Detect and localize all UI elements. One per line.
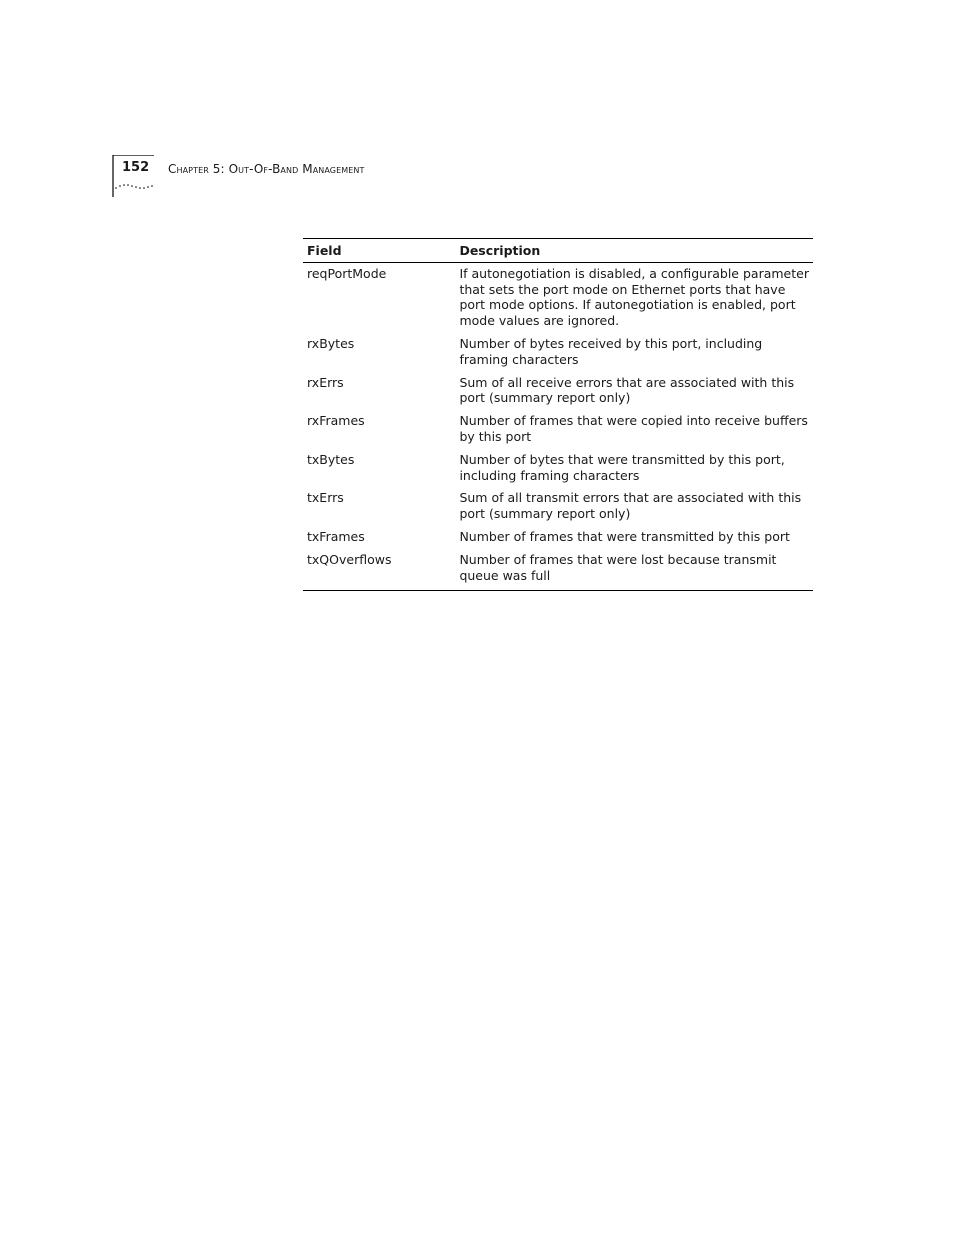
- field-description: Sum of all receive errors that are associated with this port (summary report only): [459, 374, 795, 406]
- field-description: Sum of all transmit errors that are associated with this port (summary report only): [459, 490, 802, 522]
- field-name: reqPortMode: [307, 265, 387, 281]
- field-description-table: [303, 238, 813, 591]
- field-description: If autonegotiation is disabled, a configurable parameter that sets the port mode on Ethernet ports that have port mode options. If autonegotiation is enabled, port mode values are ignored.: [459, 265, 809, 329]
- field-description: Number of frames that were lost because transmit queue was full: [459, 551, 777, 583]
- table-row: [303, 487, 813, 526]
- table-row: [303, 526, 813, 549]
- chapter-title: Chapter 5: Out-Of-Band Management: [168, 162, 365, 176]
- column-header-field: Field: [303, 239, 455, 263]
- field-name: txQOverflows: [307, 551, 392, 567]
- field-description: Number of bytes received by this port, including framing characters: [459, 335, 763, 367]
- table-row: [303, 333, 813, 372]
- field-name: txErrs: [307, 490, 344, 506]
- table-header: [303, 239, 813, 263]
- table-header-row: [303, 239, 813, 263]
- field-description: Number of frames that were transmitted by this port: [459, 528, 790, 544]
- table-row: [303, 549, 813, 591]
- table-body: [303, 262, 813, 591]
- field-name: txFrames: [307, 528, 365, 544]
- table-row: [303, 372, 813, 411]
- table-row: [303, 262, 813, 333]
- field-name: rxBytes: [307, 335, 355, 351]
- page-number: 152: [122, 160, 150, 175]
- field-description: Number of frames that were copied into receive buffers by this port: [459, 413, 808, 444]
- field-name: txBytes: [307, 451, 355, 467]
- column-header-description: Description: [455, 239, 813, 263]
- page-header: [112, 155, 412, 200]
- field-name: rxFrames: [307, 413, 365, 429]
- table-row: [303, 449, 813, 488]
- field-description: Number of bytes that were transmitted by this port, including framing characters: [459, 451, 785, 483]
- table-row: [303, 410, 813, 449]
- field-name: rxErrs: [307, 374, 344, 390]
